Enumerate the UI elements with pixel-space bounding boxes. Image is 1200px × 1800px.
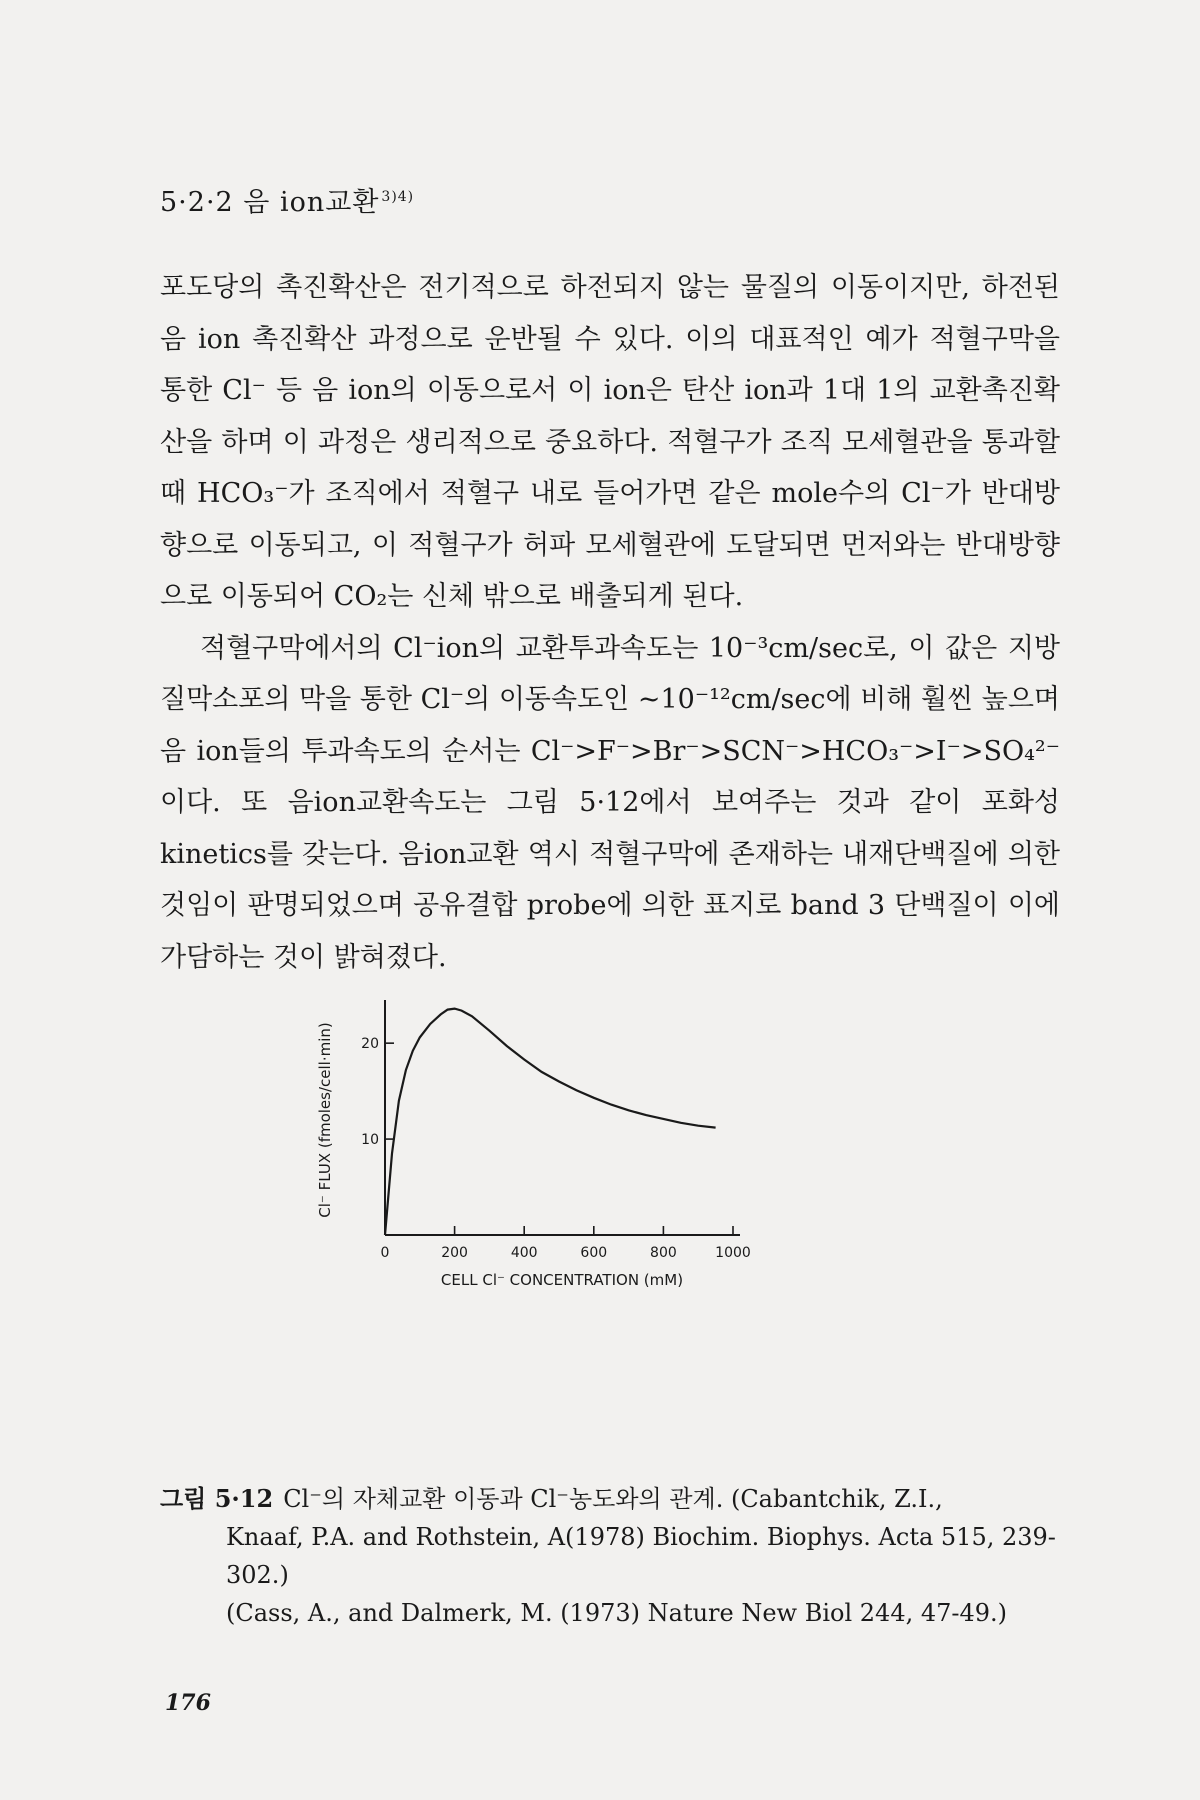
figure-caption xyxy=(160,1480,1060,1632)
page-number: 176 xyxy=(165,1690,211,1716)
flux-chart xyxy=(300,990,900,1460)
x-tick-label: 0 xyxy=(380,1245,390,1261)
flux-curve xyxy=(385,1009,716,1235)
caption-line-3: (Cass, A., and Dalmerk, M. (1973) Nature New Biol 244, 47-49.) xyxy=(226,1599,1008,1627)
y-tick-label: 20 xyxy=(361,1036,379,1053)
y-tick-label: 10 xyxy=(361,1132,379,1149)
caption-text-1: Cl⁻의 자체교환 이동과 Cl⁻농도와의 관계. (Cabantchik, Z.I., xyxy=(283,1485,943,1513)
caption-line-1 xyxy=(160,1480,1060,1518)
figure-5-12 xyxy=(300,990,900,1460)
section-refs: 3)4) xyxy=(381,189,415,205)
section-heading xyxy=(160,180,414,219)
x-tick-label: 800 xyxy=(650,1245,677,1261)
x-axis-label: CELL Cl⁻ CONCENTRATION (mM) xyxy=(440,1271,684,1289)
paragraph: 적혈구막에서의 Cl⁻ion의 교환투과속도는 10⁻³cm/sec로, 이 값은 지방질막소포의 막을 통한 Cl⁻의 이동속도인 ~10⁻¹²cm/sec에 비해 훨씬 높으며 음 ion들의 투과속도의 순서는 Cl⁻>F⁻>Br⁻>SCN⁻>HCO₃⁻>I⁻>SO₄²⁻이다. 또 음ion교환속도는 그림 5·12에서 보여주는 것과 같이 포화성kinetics를 갖는다. 음ion교환 역시 적혈구막에 존재하는 내재단백질에 의한 것임이 판명되었으며 공유결합 probe에 의한 표지로 band 3 단백질이 이에 가담하는 것이 밝혀졌다. xyxy=(160,632,1060,973)
x-tick-label: 600 xyxy=(580,1245,608,1261)
caption-label: 그림 5·12 xyxy=(160,1484,274,1513)
paragraph: 포도당의 촉진확산은 전기적으로 하전되지 않는 물질의 이동이지만, 하전된 음 ion 촉진확산 과정으로 운반될 수 있다. 이의 대표적인 예가 적혈구막을 통한 Cl⁻ 등 음 ion의 이동으로서 이 ion은 탄산 ion과 1대 1의 교환촉진확산을 하며 이 과정은 생리적으로 중요하다. 적혈구가 조직 모세혈관을 통과할 때 HCO₃⁻가 조직에서 적혈구 내로 들어가면 같은 mole수의 Cl⁻가 반대방향으로 이동되고, 이 적혈구가 허파 모세혈관에 도달되면 먼저와는 반대방향으로 이동되어 CO₂는 신체 밖으로 배출되게 된다. xyxy=(160,272,1060,612)
body-text xyxy=(160,262,1060,983)
x-tick-label: 1000 xyxy=(715,1245,751,1261)
section-number: 5·2·2 xyxy=(160,187,234,218)
section-title: 음 ion교환 xyxy=(243,187,380,218)
caption-line-2: Knaaf, P.A. and Rothstein, A(1978) Biochim. Biophys. Acta 515, 239-302.) xyxy=(226,1523,1056,1589)
y-axis-label: Cl⁻ FLUX (fmoles/cell·min) xyxy=(316,1022,334,1218)
x-tick-label: 400 xyxy=(510,1245,538,1261)
x-tick-label: 200 xyxy=(441,1245,468,1261)
